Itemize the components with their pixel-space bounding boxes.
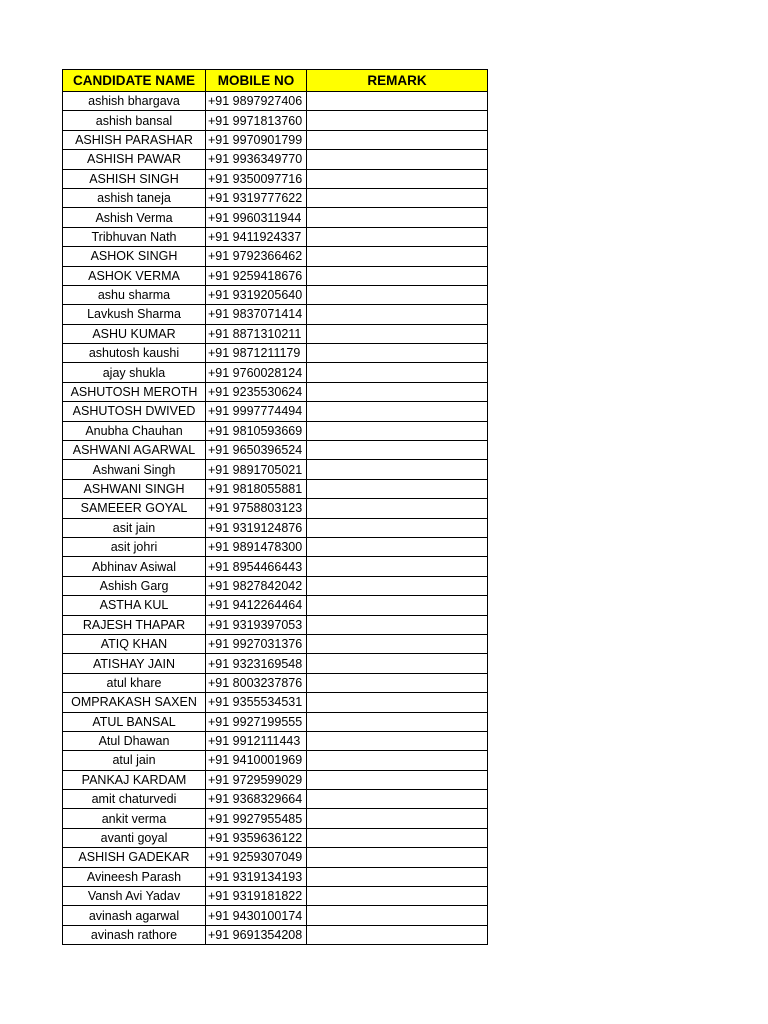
candidate-name-cell: atul jain [63, 751, 206, 770]
table-row [63, 751, 488, 770]
mobile-number-cell: +91 9758803123 [206, 499, 307, 518]
header-row [63, 70, 488, 92]
mobile-number-cell: +91 9927199555 [206, 712, 307, 731]
candidate-name-cell: ajay shukla [63, 363, 206, 382]
remark-cell [307, 382, 488, 401]
remark-cell [307, 848, 488, 867]
candidate-name-cell: ASHOK SINGH [63, 247, 206, 266]
table-row [63, 673, 488, 692]
table-row [63, 537, 488, 556]
remark-cell [307, 324, 488, 343]
remark-cell [307, 576, 488, 595]
mobile-number-cell: +91 9410001969 [206, 751, 307, 770]
remark-cell [307, 227, 488, 246]
mobile-number-cell: +91 9912111443 [206, 731, 307, 750]
remark-cell [307, 441, 488, 460]
remark-cell [307, 285, 488, 304]
remark-cell [307, 92, 488, 111]
table-row [63, 344, 488, 363]
remark-cell [307, 557, 488, 576]
table-row [63, 499, 488, 518]
table-row [63, 693, 488, 712]
remark-cell [307, 790, 488, 809]
mobile-number-cell: +91 9259418676 [206, 266, 307, 285]
candidate-name-cell: ashish bansal [63, 111, 206, 130]
remark-cell [307, 208, 488, 227]
mobile-number-cell: +91 9897927406 [206, 92, 307, 111]
candidate-name-cell: ASHISH SINGH [63, 169, 206, 188]
remark-cell [307, 906, 488, 925]
mobile-number-cell: +91 9235530624 [206, 382, 307, 401]
mobile-number-cell: +91 9827842042 [206, 576, 307, 595]
table-row [63, 402, 488, 421]
remark-cell [307, 518, 488, 537]
remark-cell [307, 887, 488, 906]
mobile-number-cell: +91 9792366462 [206, 247, 307, 266]
remark-cell [307, 828, 488, 847]
mobile-number-cell: +91 9323169548 [206, 654, 307, 673]
candidate-name-cell: ashutosh kaushi [63, 344, 206, 363]
table-row [63, 712, 488, 731]
candidate-name-cell: PANKAJ KARDAM [63, 770, 206, 789]
remark-cell [307, 402, 488, 421]
table-header [63, 70, 488, 92]
table-row [63, 906, 488, 925]
remark-cell [307, 344, 488, 363]
mobile-number-cell: +91 9810593669 [206, 421, 307, 440]
mobile-number-cell: +91 9350097716 [206, 169, 307, 188]
candidate-name-cell: atul khare [63, 673, 206, 692]
remark-cell [307, 867, 488, 886]
candidate-name-cell: ATIQ KHAN [63, 634, 206, 653]
remark-cell [307, 363, 488, 382]
remark-cell [307, 247, 488, 266]
table-row [63, 654, 488, 673]
remark-cell [307, 751, 488, 770]
remark-cell [307, 596, 488, 615]
table-row [63, 848, 488, 867]
table-row [63, 867, 488, 886]
remark-cell [307, 150, 488, 169]
table-row [63, 828, 488, 847]
mobile-number-cell: +91 9837071414 [206, 305, 307, 324]
table-row [63, 790, 488, 809]
remark-cell [307, 673, 488, 692]
candidate-name-cell: Anubha Chauhan [63, 421, 206, 440]
remark-cell [307, 305, 488, 324]
mobile-number-cell: +91 9691354208 [206, 925, 307, 944]
mobile-number-cell: +91 9319397053 [206, 615, 307, 634]
mobile-number-cell: +91 9960311944 [206, 208, 307, 227]
table-row [63, 887, 488, 906]
candidate-name-cell: Ashwani Singh [63, 460, 206, 479]
remark-cell [307, 499, 488, 518]
candidate-name-cell: ashish bhargava [63, 92, 206, 111]
candidate-name-cell: avanti goyal [63, 828, 206, 847]
mobile-number-cell: +91 9430100174 [206, 906, 307, 925]
mobile-number-cell: +91 9927031376 [206, 634, 307, 653]
table-body [63, 92, 488, 945]
candidate-name-cell: ashish taneja [63, 188, 206, 207]
remark-cell [307, 693, 488, 712]
remark-cell [307, 169, 488, 188]
table-row [63, 208, 488, 227]
remark-cell [307, 634, 488, 653]
mobile-number-cell: +91 9355534531 [206, 693, 307, 712]
mobile-number-cell: +91 9411924337 [206, 227, 307, 246]
remark-cell [307, 188, 488, 207]
table-row [63, 92, 488, 111]
mobile-number-cell: +91 9891478300 [206, 537, 307, 556]
mobile-number-cell: +91 9650396524 [206, 441, 307, 460]
remark-cell [307, 925, 488, 944]
remark-cell [307, 421, 488, 440]
mobile-number-cell: +91 9259307049 [206, 848, 307, 867]
mobile-number-cell: +91 9891705021 [206, 460, 307, 479]
table-row [63, 188, 488, 207]
candidate-name-cell: ASHU KUMAR [63, 324, 206, 343]
candidate-name-cell: Abhinav Asiwal [63, 557, 206, 576]
mobile-number-cell: +91 8003237876 [206, 673, 307, 692]
mobile-number-cell: +91 9359636122 [206, 828, 307, 847]
candidate-name-cell: Atul Dhawan [63, 731, 206, 750]
table-row [63, 285, 488, 304]
table-row [63, 169, 488, 188]
mobile-number-cell: +91 9319181822 [206, 887, 307, 906]
table-row [63, 324, 488, 343]
mobile-number-cell: +91 9818055881 [206, 479, 307, 498]
column-header-remark: REMARK [307, 70, 488, 92]
candidate-name-cell: ASHUTOSH MEROTH [63, 382, 206, 401]
mobile-number-cell: +91 9871211179 [206, 344, 307, 363]
mobile-number-cell: +91 9319205640 [206, 285, 307, 304]
mobile-number-cell: +91 9319124876 [206, 518, 307, 537]
candidate-name-cell: RAJESH THAPAR [63, 615, 206, 634]
candidate-name-cell: ASHWANI SINGH [63, 479, 206, 498]
mobile-number-cell: +91 9997774494 [206, 402, 307, 421]
candidate-name-cell: ASHISH PARASHAR [63, 130, 206, 149]
candidate-name-cell: Ashish Garg [63, 576, 206, 595]
remark-cell [307, 537, 488, 556]
table-row [63, 460, 488, 479]
column-header-candidate-name: CANDIDATE NAME [63, 70, 206, 92]
candidate-name-cell: ASHUTOSH DWIVED [63, 402, 206, 421]
table-row [63, 247, 488, 266]
remark-cell [307, 731, 488, 750]
candidate-name-cell: amit chaturvedi [63, 790, 206, 809]
candidate-name-cell: Avineesh Parash [63, 867, 206, 886]
candidate-name-cell: ASHOK VERMA [63, 266, 206, 285]
candidate-name-cell: avinash agarwal [63, 906, 206, 925]
candidate-name-cell: ASTHA KUL [63, 596, 206, 615]
table-row [63, 634, 488, 653]
remark-cell [307, 266, 488, 285]
table-row [63, 382, 488, 401]
candidate-name-cell: avinash rathore [63, 925, 206, 944]
table-row [63, 770, 488, 789]
candidate-name-cell: ankit verma [63, 809, 206, 828]
table-row [63, 421, 488, 440]
candidate-name-cell: Lavkush Sharma [63, 305, 206, 324]
mobile-number-cell: +91 9319134193 [206, 867, 307, 886]
remark-cell [307, 809, 488, 828]
mobile-number-cell: +91 9368329664 [206, 790, 307, 809]
remark-cell [307, 130, 488, 149]
remark-cell [307, 654, 488, 673]
remark-cell [307, 712, 488, 731]
mobile-number-cell: +91 9936349770 [206, 150, 307, 169]
candidate-name-cell: ASHISH GADEKAR [63, 848, 206, 867]
column-header-mobile-no: MOBILE NO [206, 70, 307, 92]
table-row [63, 576, 488, 595]
table-row [63, 227, 488, 246]
candidate-name-cell: Vansh Avi Yadav [63, 887, 206, 906]
mobile-number-cell: +91 8871310211 [206, 324, 307, 343]
table-row [63, 305, 488, 324]
mobile-number-cell: +91 9970901799 [206, 130, 307, 149]
table-row [63, 130, 488, 149]
table-row [63, 731, 488, 750]
mobile-number-cell: +91 9412264464 [206, 596, 307, 615]
table-row [63, 111, 488, 130]
table-row [63, 809, 488, 828]
candidate-name-cell: ASHISH PAWAR [63, 150, 206, 169]
candidate-name-cell: ASHWANI AGARWAL [63, 441, 206, 460]
remark-cell [307, 479, 488, 498]
table-row [63, 441, 488, 460]
candidate-name-cell: ATUL BANSAL [63, 712, 206, 731]
table-row [63, 150, 488, 169]
table-row [63, 479, 488, 498]
table-row [63, 518, 488, 537]
candidate-name-cell: SAMEEER GOYAL [63, 499, 206, 518]
remark-cell [307, 460, 488, 479]
table-row [63, 615, 488, 634]
mobile-number-cell: +91 9729599029 [206, 770, 307, 789]
candidate-name-cell: ATISHAY JAIN [63, 654, 206, 673]
candidate-name-cell: Ashish Verma [63, 208, 206, 227]
remark-cell [307, 615, 488, 634]
candidate-name-cell: OMPRAKASH SAXEN [63, 693, 206, 712]
mobile-number-cell: +91 9760028124 [206, 363, 307, 382]
candidate-name-cell: ashu sharma [63, 285, 206, 304]
mobile-number-cell: +91 9971813760 [206, 111, 307, 130]
remark-cell [307, 770, 488, 789]
candidate-table [62, 69, 488, 945]
table-row [63, 266, 488, 285]
candidate-name-cell: asit jain [63, 518, 206, 537]
mobile-number-cell: +91 8954466443 [206, 557, 307, 576]
remark-cell [307, 111, 488, 130]
table-row [63, 925, 488, 944]
mobile-number-cell: +91 9319777622 [206, 188, 307, 207]
mobile-number-cell: +91 9927955485 [206, 809, 307, 828]
table-row [63, 557, 488, 576]
table-row [63, 363, 488, 382]
table-row [63, 596, 488, 615]
candidate-name-cell: asit johri [63, 537, 206, 556]
candidate-name-cell: Tribhuvan Nath [63, 227, 206, 246]
